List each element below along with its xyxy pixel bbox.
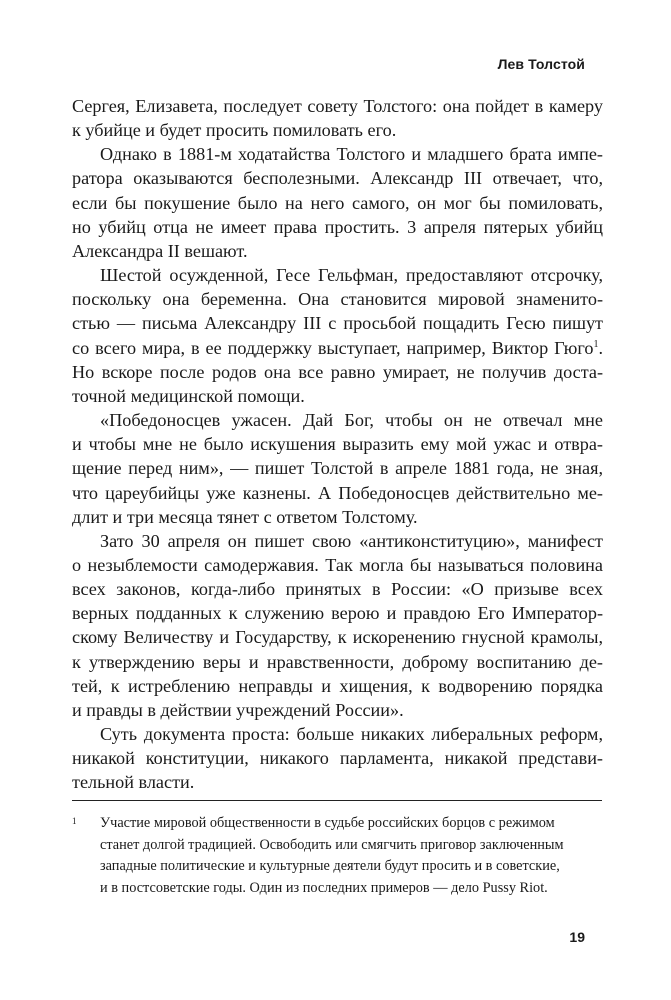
text-line: тей, к истреблению неправды и хищения, к водворению порядка xyxy=(72,675,603,696)
text-line: Но вскоре после родов она все равно умирает, не получив доста- xyxy=(72,361,603,382)
text-line: и правды в действии учреждений России». xyxy=(72,699,404,720)
text-line: никакой конституции, никакого парламента, никакой представи- xyxy=(72,748,603,769)
footnote-text xyxy=(100,813,602,899)
paragraph xyxy=(72,529,603,722)
text-line: Зато 30 апреля он пишет свою «антиконституцию», манифест xyxy=(100,530,603,551)
footnote-line: западные политические и культурные деятели будут просить и в советские, xyxy=(100,858,560,875)
text-line: «Победоносцев ужасен. Дай Бог, чтобы он не отвечал мне xyxy=(100,410,603,431)
text-line: Сергея, Елизавета, последует совету Толстого: она пойдет в камеру xyxy=(72,96,603,116)
footnote-line: и в постсоветские годы. Один из последних примеров — дело Pussy Riot. xyxy=(100,879,548,896)
text-line: точной медицинской помощи. xyxy=(72,385,305,406)
text-line: если бы покушение было на него самого, он мог бы помиловать, xyxy=(72,192,603,213)
text-line: о незыблемости самодержавия. Так могла бы называться половина xyxy=(72,554,603,575)
text-line: поскольку она беременна. Она становится мировой знаменито- xyxy=(72,289,603,310)
footnote-line: Участие мировой общественности в судьбе российских борцов с режимом xyxy=(100,815,555,831)
text-line: ратора оказываются бесполезными. Александр III отвечает, что, xyxy=(72,168,603,189)
text-line: к убийце и будет просить помиловать его. xyxy=(72,120,397,141)
text-line: Александра II вешают. xyxy=(72,240,248,261)
paragraph xyxy=(72,722,603,794)
footnote-reference[interactable]: 1 xyxy=(593,338,599,350)
paragraph xyxy=(72,94,603,142)
text-line: верных подданных к служению верою и правдою Его Император- xyxy=(72,603,603,624)
text-fragment: . xyxy=(598,337,603,358)
body-text xyxy=(72,94,603,795)
paragraph xyxy=(72,263,603,408)
text-line: что цареубийцы уже казнены. А Победоносцев действительно ме- xyxy=(72,482,603,503)
text-line: тельной власти. xyxy=(72,772,195,793)
text-line: всех законов, когда-либо принятых в России: «О призыве всех xyxy=(72,579,603,600)
text-line: скому Величеству и Государству, к искоренению гнусной крамолы, xyxy=(72,627,603,648)
text-line: но убийц отца не имеет права простить. 3 апреля пятерых убийц xyxy=(72,216,603,237)
text-line: к утверждению веры и нравственности, доброму воспитанию де- xyxy=(72,651,603,672)
text-line: и чтобы мне не было искушения выразить ему мой ужас и отвра- xyxy=(72,434,603,455)
paragraph xyxy=(72,408,603,529)
footnote-divider xyxy=(72,800,602,801)
page-number: 19 xyxy=(569,929,585,945)
footnote-line: станет долгой традицией. Освободить или смягчить приговор заключенным xyxy=(100,836,564,853)
footnote-mark: 1 xyxy=(72,816,77,826)
text-line: Однако в 1881-м ходатайства Толстого и младшего брата импе- xyxy=(100,144,603,165)
running-head: Лев Толстой xyxy=(497,56,585,72)
text-line: стью — письма Александру III с просьбой пощадить Гесю пишут xyxy=(72,313,603,334)
text-line: длит и три месяца тянет с ответом Толстому. xyxy=(72,506,418,527)
footnote xyxy=(72,813,602,899)
text-line: щение перед ним», — пишет Толстой в апреле 1881 года, не зная, xyxy=(72,458,603,479)
paragraph xyxy=(72,142,603,263)
text-line: Шестой осужденной, Гесе Гельфман, предоставляют отсрочку, xyxy=(100,265,603,286)
text-line xyxy=(72,336,603,360)
text-fragment: со всего мира, в ее поддержку выступает, например, Виктор Гюго xyxy=(72,337,594,358)
text-line: Суть документа проста: больше никаких либеральных реформ, xyxy=(100,724,603,745)
